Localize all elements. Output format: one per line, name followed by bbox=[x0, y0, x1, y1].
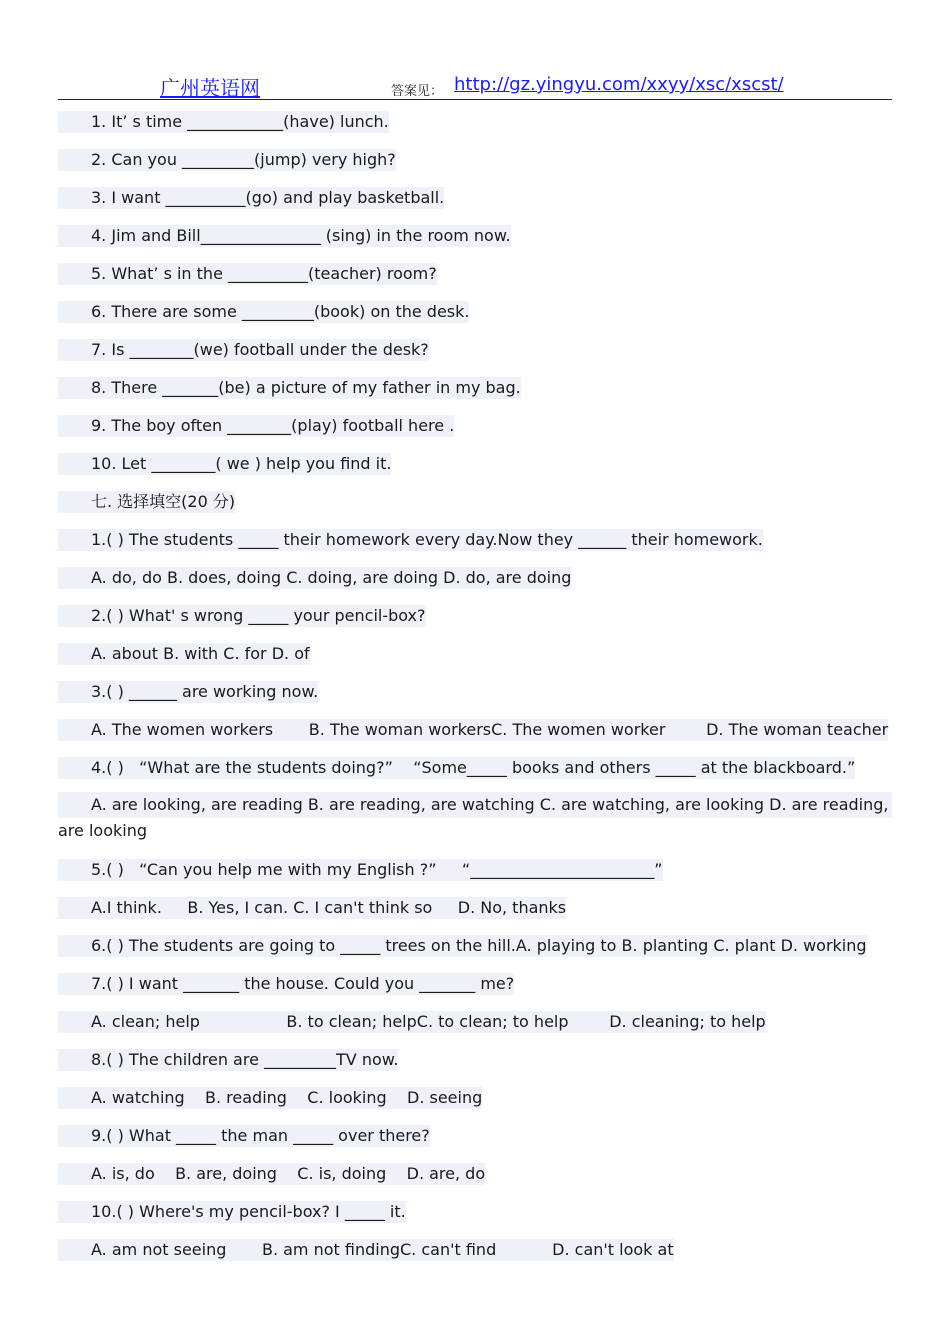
options-line: A. clean; help B. to clean; helpC. to clean; to help D. cleaning; to help bbox=[58, 1011, 766, 1033]
question-line: 7. Is ________(we) football under the desk? bbox=[58, 339, 429, 361]
question-line: 3.( ) ______ are working now. bbox=[58, 681, 318, 703]
question-line: 1.( ) The students _____ their homework every day.Now they ______ their homework. bbox=[58, 529, 763, 551]
question-line: 5. What’ s in the __________(teacher) room? bbox=[58, 263, 437, 285]
question-line: 10.( ) Where's my pencil-box? I _____ it. bbox=[58, 1201, 406, 1223]
question-line: 8. There _______(be) a picture of my father in my bag. bbox=[58, 377, 521, 399]
section-heading: 七. 选择填空(20 分) bbox=[58, 491, 235, 513]
page-header bbox=[58, 70, 892, 100]
question-line: 5.( ) “Can you help me with my English ?” “_______________________” bbox=[58, 859, 663, 881]
options-line: A. am not seeing B. am not findingC. can't find D. can't look at bbox=[58, 1239, 674, 1261]
question-line: 10. Let ________( we ) help you find it. bbox=[58, 453, 391, 475]
question-line: 4.( ) “What are the students doing?” “Some_____ books and others _____ at the blackboard.” bbox=[58, 757, 855, 779]
answer-url-link[interactable]: http://gz.yingyu.com/xxyy/xsc/xscst/ bbox=[454, 74, 784, 95]
question-line: 8.( ) The children are _________TV now. bbox=[58, 1049, 398, 1071]
options-line-continuation: are looking bbox=[58, 821, 147, 840]
answer-label: 答案见： bbox=[391, 84, 444, 99]
question-line: 3. I want __________(go) and play basketball. bbox=[58, 187, 444, 209]
options-line: A. about B. with C. for D. of bbox=[58, 643, 310, 665]
question-line: 4. Jim and Bill_______________ (sing) in the room now. bbox=[58, 225, 511, 247]
options-line-first: A. are looking, are reading B. are reading, are watching C. are watching, are looking D. are reading, bbox=[58, 792, 892, 818]
options-line: A.I think. B. Yes, I can. C. I can't think so D. No, thanks bbox=[58, 897, 566, 919]
question-line: 9.( ) What _____ the man _____ over there? bbox=[58, 1125, 430, 1147]
question-line: 1. It’ s time ____________(have) lunch. bbox=[58, 111, 389, 133]
question-line: 6. There are some _________(book) on the desk. bbox=[58, 301, 469, 323]
options-line: A. watching B. reading C. looking D. seeing bbox=[58, 1087, 482, 1109]
question-line: 9. The boy often ________(play) football here . bbox=[58, 415, 454, 437]
question-line: 7.( ) I want _______ the house. Could you _______ me? bbox=[58, 973, 514, 995]
question-line: 2.( ) What' s wrong _____ your pencil-box? bbox=[58, 605, 426, 627]
options-line-wrapped bbox=[58, 792, 892, 844]
site-name-link[interactable]: 广州英语网 bbox=[160, 76, 260, 100]
question-line: 2. Can you _________(jump) very high? bbox=[58, 149, 396, 171]
question-line: 6.( ) The students are going to _____ trees on the hill.A. playing to B. planting C. plant D. working bbox=[58, 935, 867, 957]
options-line: A. The women workers B. The woman workersC. The women worker D. The woman teacher bbox=[58, 719, 888, 741]
options-line: A. do, do B. does, doing C. doing, are doing D. do, are doing bbox=[58, 567, 571, 589]
options-line: A. is, do B. are, doing C. is, doing D. are, do bbox=[58, 1163, 485, 1185]
